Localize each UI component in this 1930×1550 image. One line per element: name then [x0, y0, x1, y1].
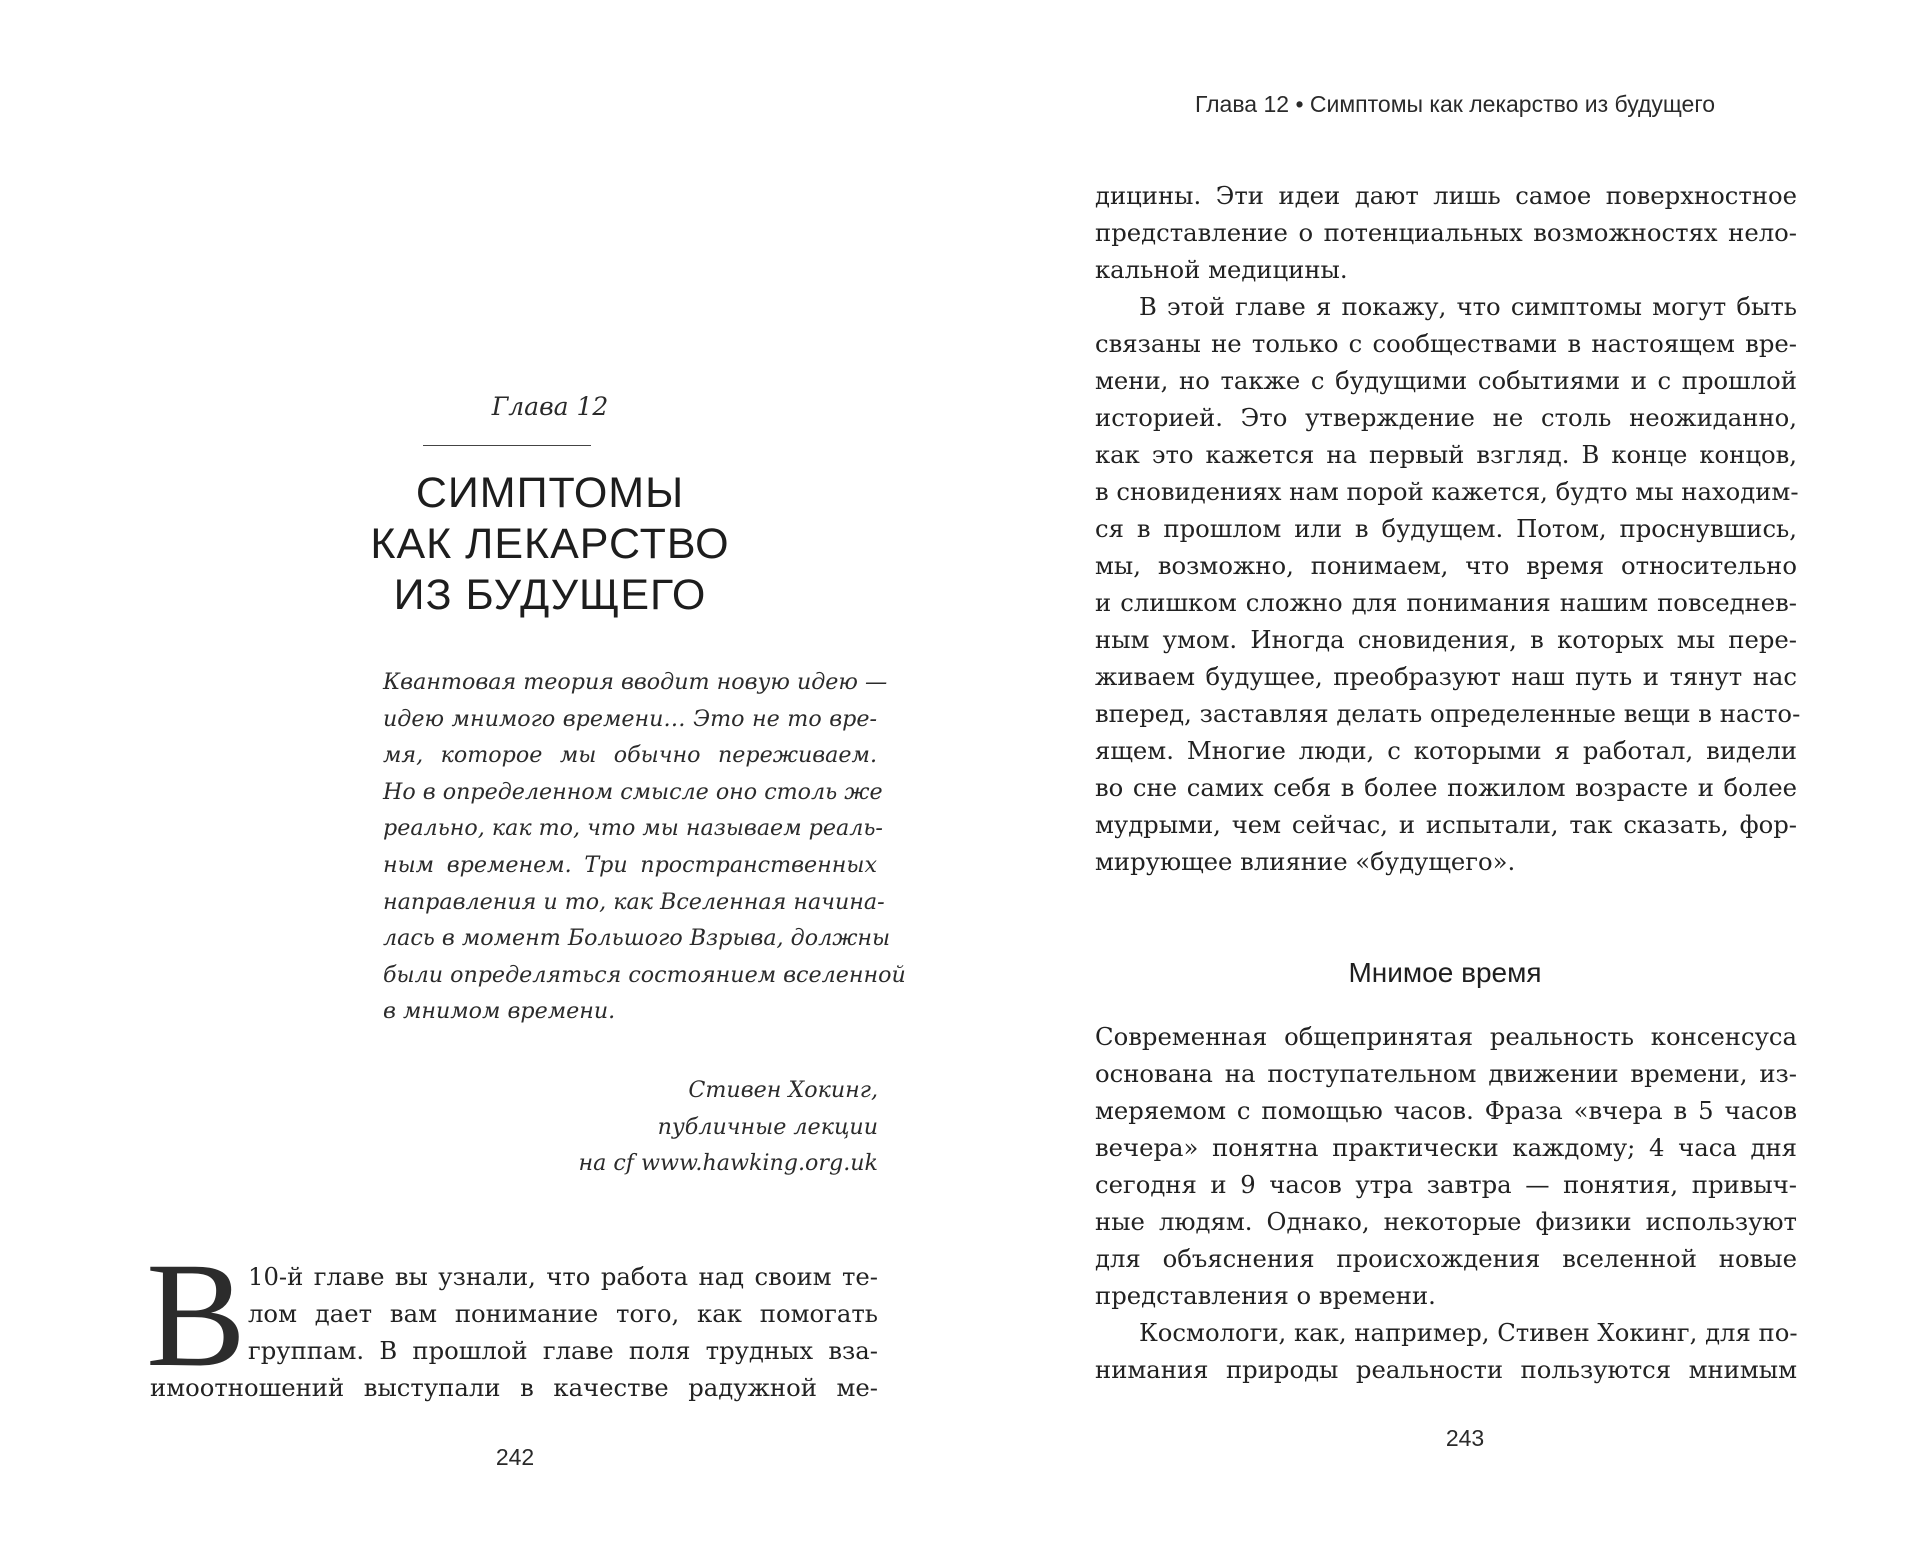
body-line: вперед, заставляя делать определенные вещи в насто- — [1095, 699, 1801, 728]
body-line: мирующее влияние «будущего». — [1095, 847, 1516, 876]
body-line: сегодня и 9 часов утра завтра — понятия, привыч- — [1095, 1170, 1797, 1199]
body-line: кальной медицины. — [1095, 255, 1348, 284]
epigraph-line: идею мнимого времени… Это не то вре- — [383, 705, 877, 732]
running-head: Глава 12 • Симптомы как лекарство из будущего — [1194, 91, 1716, 117]
epigraph-line: были определяться состоянием вселенной — [383, 961, 906, 988]
body-line: вечера» понятна практически каждому; 4 часа дня — [1095, 1133, 1797, 1162]
epigraph-line: в мнимом времени. — [383, 998, 616, 1025]
body-line: В этой главе я покажу, что симптомы могут быть — [1139, 292, 1797, 321]
body-line: дицины. Эти идеи дают лишь самое поверхностное — [1095, 181, 1797, 210]
body-line: лом дает вам понимание того, как помогать — [248, 1299, 878, 1328]
body-line: представление о потенциальных возможностях нело- — [1095, 218, 1797, 247]
attribution-line: на cf www.hawking.org.uk — [578, 1150, 878, 1177]
epigraph-line: мя, которое мы обычно переживаем. — [383, 742, 877, 769]
chapter-title-line: ИЗ БУДУЩЕГО — [393, 571, 707, 619]
body-line: Космологи, как, например, Стивен Хокинг, для по- — [1139, 1318, 1798, 1347]
body-line: мудрыми, чем сейчас, и испытали, так сказать, фор- — [1095, 810, 1797, 839]
body-line: как это кажется на первый взгляд. В конце концов, — [1095, 440, 1797, 469]
body-line: ным умом. Иногда сновидения, в которых мы пере- — [1095, 625, 1797, 654]
body-line: группам. В прошлой главе поля трудных вза- — [248, 1336, 878, 1365]
body-line: мени, но также с будущими событиями и с прошлой — [1095, 366, 1797, 395]
chapter-label: Глава 12 — [491, 392, 609, 421]
attribution-line: Стивен Хокинг, — [688, 1077, 878, 1103]
epigraph-line: Квантовая теория вводит новую идею — — [383, 669, 888, 695]
page-number: 242 — [495, 1444, 535, 1470]
epigraph-line: реально, как то, что мы называем реаль- — [383, 815, 883, 842]
body-line: живаем будущее, преобразуют наш путь и тянут нас — [1095, 662, 1797, 691]
section-heading: Мнимое время — [1348, 957, 1542, 988]
body-line: имоотношений выступали в качестве радужной ме- — [150, 1373, 878, 1402]
body-line: связаны не только с сообществами в настоящем вре- — [1095, 329, 1797, 358]
drop-cap: В — [146, 1232, 247, 1398]
body-line: ящем. Многие люди, с которыми я работал, видели — [1095, 736, 1797, 765]
body-line: представления о времени. — [1095, 1281, 1436, 1310]
body-line: ные людям. Однако, некоторые физики используют — [1095, 1207, 1797, 1236]
epigraph-attribution — [500, 1072, 878, 1182]
chapter-title-line: СИМПТОМЫ — [415, 469, 685, 517]
body-line: ся в прошлом или в будущем. Потом, проснувшись, — [1095, 514, 1797, 543]
chapter-divider — [423, 445, 591, 446]
body-line: для объяснения происхождения вселенной новые — [1095, 1244, 1797, 1273]
body-text-right-top — [1095, 177, 1801, 880]
body-line: и слишком сложно для понимания нашим повседнев- — [1095, 588, 1797, 617]
body-line: мы, возможно, понимаем, что время относительно — [1095, 551, 1797, 580]
chapter-title-line: КАК ЛЕКАРСТВО — [370, 520, 730, 568]
body-line: Современная общепринятая реальность консенсуса — [1095, 1022, 1797, 1051]
body-line: меряемом с помощью часов. Фраза «вчера в 5 часов — [1095, 1096, 1797, 1125]
body-line: во сне самих себя в более пожилом возрасте и более — [1095, 773, 1797, 802]
right-page — [965, 0, 1930, 1550]
epigraph-line: Но в определенном смысле оно столь же — [383, 778, 883, 805]
body-line: нимания природы реальности пользуются мнимым — [1095, 1355, 1797, 1384]
body-text-left — [150, 1258, 878, 1406]
body-line: основана на поступательном движении времени, из- — [1095, 1059, 1797, 1088]
epigraph-line: лась в момент Большого Взрыва, должны — [383, 925, 891, 952]
body-line: историей. Это утверждение не столь неожиданно, — [1095, 403, 1797, 432]
epigraph-line: направления и то, как Вселенная начина- — [383, 888, 885, 915]
body-line: в сновидениях нам порой кажется, будто мы находим- — [1095, 477, 1799, 506]
attribution-line: публичные лекции — [657, 1113, 878, 1140]
body-text-right-bottom — [1095, 1018, 1797, 1388]
body-line: 10-й главе вы узнали, что работа над своим те- — [248, 1262, 878, 1291]
epigraph-line: ным временем. Три пространственных — [383, 851, 877, 878]
page-number: 243 — [1445, 1425, 1485, 1451]
chapter-title — [280, 468, 820, 621]
epigraph — [383, 664, 906, 1030]
